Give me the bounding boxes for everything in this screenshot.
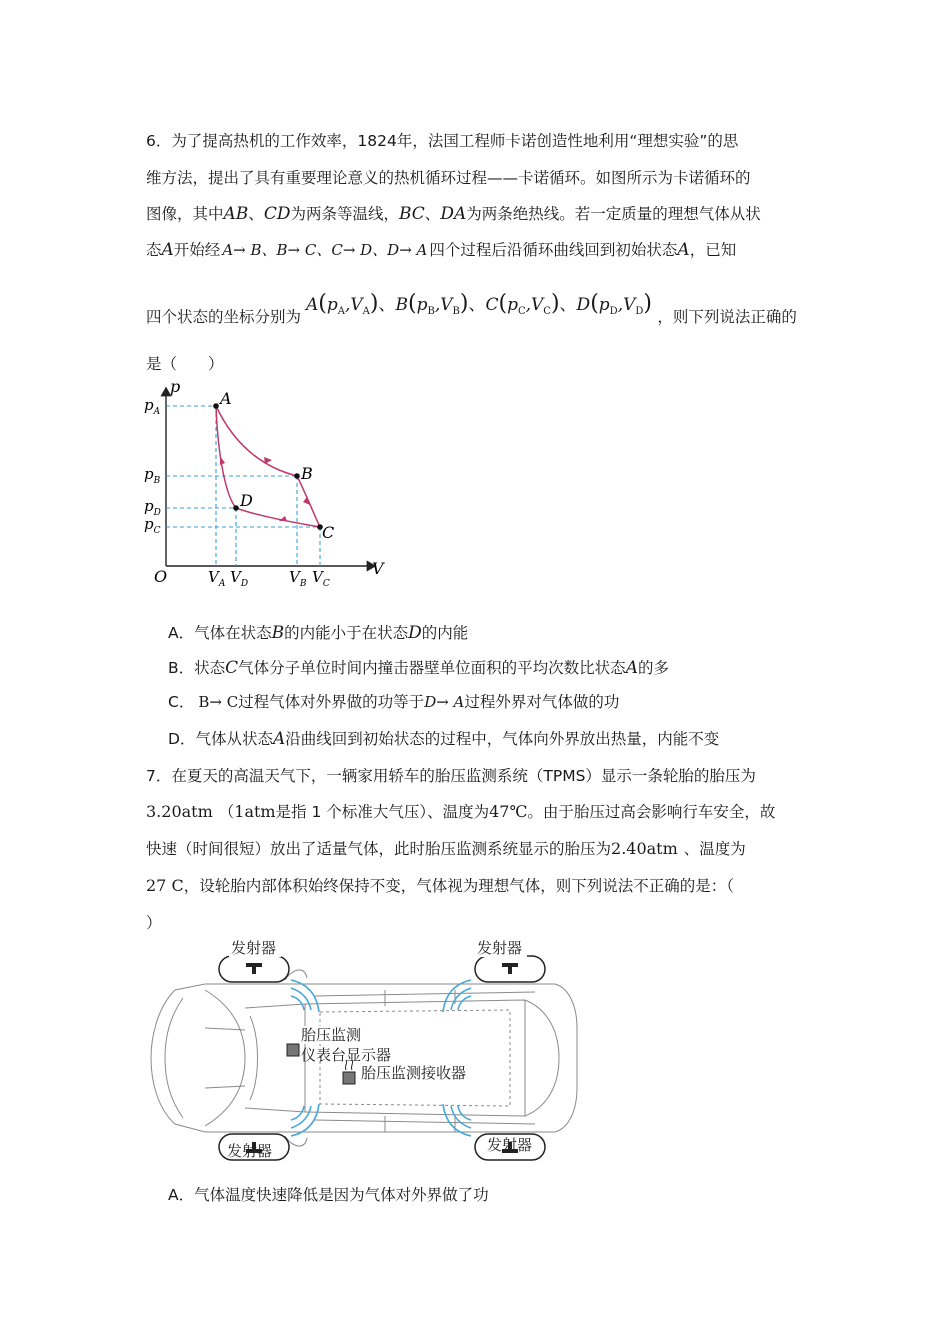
option-label: A．	[168, 1186, 195, 1204]
option-text: 状态	[194, 659, 226, 677]
receiver-label: 胎压监测接收器	[361, 1064, 467, 1082]
option-text: 的内能小于在状态	[284, 624, 409, 642]
math-process: B→ C	[198, 693, 239, 711]
q6-line-1	[146, 129, 738, 151]
q7-line-3	[146, 837, 746, 859]
math-var: D	[408, 623, 422, 643]
q6-line-3	[146, 202, 761, 224]
q7-text: 在夏天的高温天气下，一辆家用轿车的胎压监测系统（TPMS）显示一条轮胎的胎压为	[171, 767, 756, 785]
math-da: DA	[440, 204, 467, 224]
q6-line-5	[146, 290, 797, 327]
q7-text: 是指 1 个标准大气压）、温度为	[275, 803, 490, 821]
q7-line-5	[146, 911, 162, 933]
tick-sub: D	[153, 508, 161, 518]
tick-sub: C	[322, 579, 330, 589]
math-unit: 1atm	[234, 802, 276, 821]
option-label: B．	[168, 659, 195, 677]
separator: 、	[424, 205, 441, 223]
pv-diagram	[140, 378, 400, 593]
tick-sub: C	[153, 526, 161, 536]
math-a: A	[161, 240, 174, 260]
q6-option-d[interactable]	[168, 727, 719, 749]
math-a: A	[677, 240, 690, 260]
transmitter-label: 发射器	[227, 1142, 273, 1160]
q6-text: 是（ ）	[146, 355, 224, 373]
tick-vb: $V_B$	[289, 568, 307, 589]
q6-text: 四个过程后沿循环曲线回到初始状态	[429, 241, 678, 259]
curve-da	[216, 406, 236, 508]
q7-number: 7．	[146, 767, 172, 785]
transmitter-label: 发射器	[487, 1136, 533, 1154]
tick-sub: D	[240, 579, 249, 589]
math-var: C	[225, 658, 239, 678]
q6-line-6	[146, 352, 224, 374]
q7-text: 、温度为	[683, 840, 746, 858]
q6-text: 态	[146, 241, 162, 259]
math-temperature: 47℃	[489, 802, 528, 821]
math-process: A→ B、B→ C、C→ D、D→ A	[222, 241, 428, 259]
option-label: D．	[168, 730, 196, 748]
tick-va: $V_A$	[208, 568, 226, 589]
q6-line-4	[146, 238, 736, 260]
math-var: B	[271, 623, 285, 643]
point-label-b: B	[301, 464, 313, 483]
point-label-d: D	[240, 491, 253, 510]
point-label-c: C	[322, 523, 335, 542]
q6-text: 图像，其中	[146, 205, 224, 223]
v-tick-labels	[208, 568, 330, 589]
display-icon	[287, 1044, 299, 1056]
tick-sub: B	[299, 579, 307, 589]
option-text: 气体从状态	[195, 730, 273, 748]
option-text: 过程外界对气体做的功	[464, 693, 620, 711]
math-bc: BC	[398, 204, 425, 224]
q6-text: 四个状态的坐标分别为	[146, 308, 302, 326]
tick-vd: $V_D$	[230, 568, 249, 589]
tick-pa: $p_A$	[144, 396, 161, 417]
display-label-line2: 仪表台显示器	[301, 1046, 392, 1064]
math-coordinates: $A(p_A,V_A)$、$B(p_B,V_B)$、$C(p_C,V_C)$、$D(p_D,V_D)$	[305, 291, 653, 317]
math-cd: CD	[263, 204, 291, 224]
guide-lines	[166, 406, 320, 566]
math-pressure: 3.20atm	[146, 802, 213, 821]
q7-line-4	[146, 874, 734, 896]
car-tpms-figure	[145, 938, 585, 1163]
math-pressure: 2.40atm	[611, 839, 678, 858]
q6-option-b[interactable]	[168, 656, 669, 678]
tick-pd: $p_D$	[144, 497, 161, 518]
q6-text-line2: 维方法，提出了具有重要理论意义的热机循环过程——卡诺循环。如图所示为卡诺循环的	[146, 169, 751, 187]
option-text: 气体分子单位时间内撞击器壁单位面积的平均次数比状态	[238, 659, 626, 677]
axis-label-v: V	[372, 559, 384, 578]
axis-label-p: p	[170, 378, 181, 396]
tick-sub: B	[153, 476, 161, 486]
q6-text-line1: 为了提高热机的工作效率，1824年，法国工程师卡诺创造性地利用“理想实验”的思	[171, 132, 739, 150]
origin-label: O	[154, 567, 168, 586]
q7-text: 快速（时间很短）放出了适量气体，此时胎压监测系统显示的胎压为	[146, 840, 612, 858]
q6-text: ，则下列说法正确的	[657, 308, 797, 326]
separator: 、	[248, 205, 264, 223]
tick-sub: A	[153, 407, 161, 417]
tick-pb: $p_B$	[144, 465, 161, 486]
point-label-a: A	[220, 389, 232, 408]
q6-number: 6．	[146, 132, 172, 150]
q7-line-1	[146, 764, 756, 786]
option-text: 气体温度快速降低是因为气体对外界做了功	[194, 1186, 489, 1204]
tick-vc: $V_C$	[312, 568, 330, 589]
q6-text: 为两条绝热线。若一定质量的理想气体从状	[466, 205, 761, 223]
tick-pc: $p_C$	[144, 515, 161, 536]
tick-sub: A	[218, 579, 226, 589]
math-temperature: 27 C	[146, 876, 184, 895]
q6-text: ，已知	[689, 241, 737, 259]
q7-text: ）	[146, 914, 162, 932]
q7-line-2	[146, 800, 775, 822]
transmitter-label: 发射器	[231, 939, 277, 957]
math-var: A	[272, 729, 286, 749]
display-label-line1: 胎压监测	[301, 1026, 362, 1044]
p-tick-labels	[144, 396, 161, 536]
q6-line-2	[146, 166, 751, 188]
q6-text: 为两条等温线，	[290, 205, 399, 223]
option-label: A．	[168, 624, 195, 642]
math-ab: AB	[223, 204, 249, 224]
option-text: 过程气体对外界做的功等于	[238, 693, 425, 711]
q7-text: （	[218, 803, 235, 821]
q6-option-a[interactable]	[168, 621, 468, 643]
option-text: 气体在状态	[194, 624, 272, 642]
curve-ab	[216, 406, 297, 476]
curve-cd	[236, 508, 320, 527]
q7-text: 。由于胎压过高会影响行车安全，故	[527, 803, 776, 821]
q7-text: ，设轮胎内部体积始终保持不变，气体视为理想气体，则下列说法不正确的是：（	[183, 877, 734, 895]
option-text: 沿曲线回到初始状态的过程中，气体向外界放出热量，内能不变	[285, 730, 720, 748]
math-process: D→ A	[424, 693, 465, 711]
option-text: 的多	[637, 659, 669, 677]
q7-option-a[interactable]	[168, 1183, 489, 1205]
option-label: C．	[168, 693, 195, 711]
q6-text: 开始经	[173, 241, 221, 259]
transmitter-label: 发射器	[477, 939, 523, 957]
q6-option-c[interactable]	[168, 690, 619, 712]
option-text: 的内能	[421, 624, 469, 642]
math-var: A	[625, 658, 638, 678]
